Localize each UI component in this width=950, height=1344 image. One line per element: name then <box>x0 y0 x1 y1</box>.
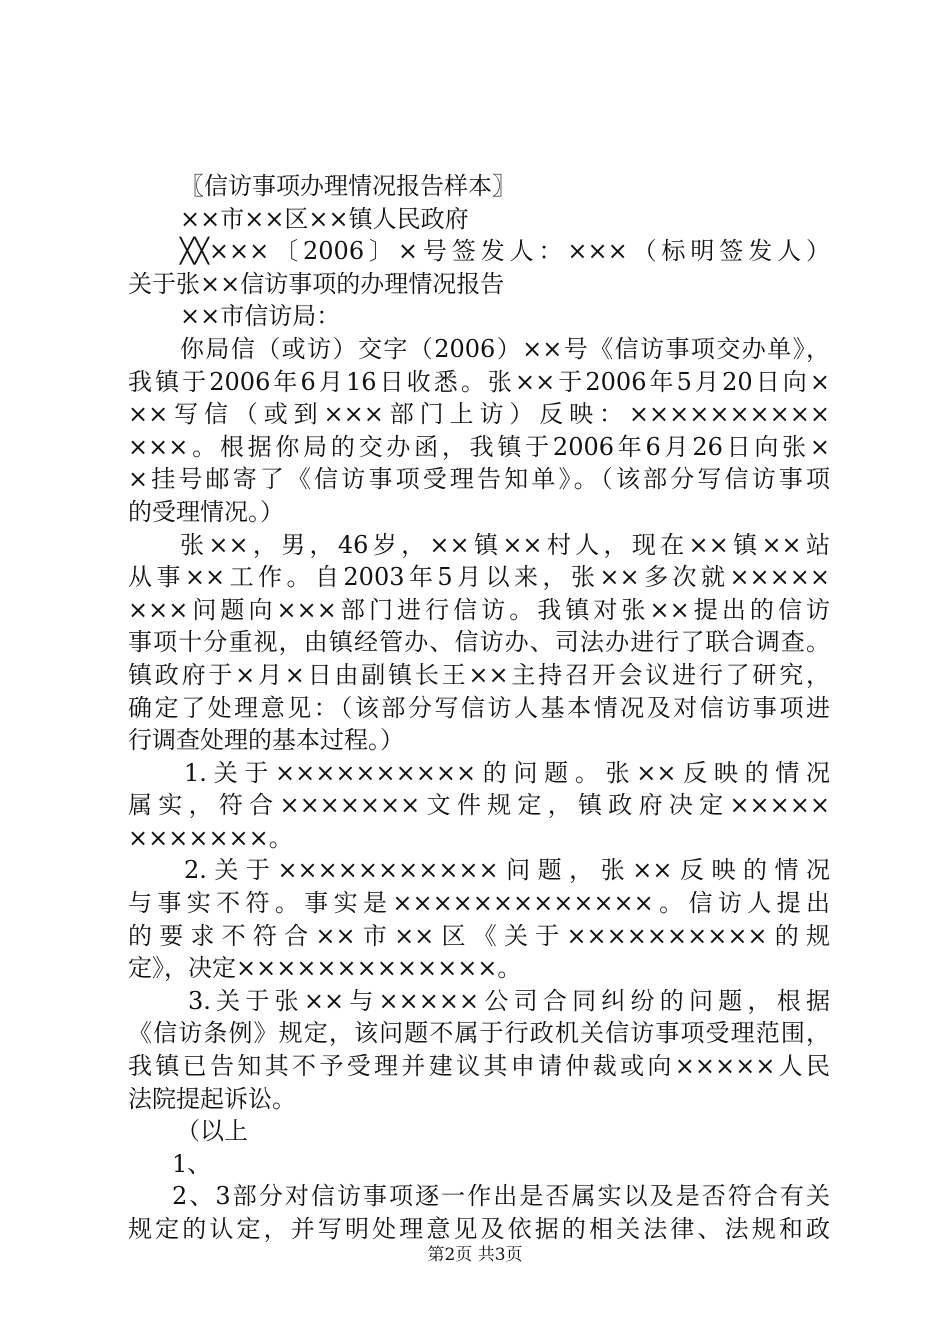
paragraph-line: 的受理情况。） <box>128 497 284 526</box>
paragraph-line: 镇政府于×月×日由副镇长王××主持召开会议进行了研究， <box>128 660 830 689</box>
list-item-3: 3.关于张××与×××××公司合同纠纷的问题，根据 <box>188 986 830 1015</box>
paragraph-line: 从事××工作。自2003年5月以来，张××多次就××××× <box>128 563 830 592</box>
page-number-footer: 第2页 共3页 <box>427 1245 523 1265</box>
paragraph-line: 张××，男，46岁，××镇××村人，现在××镇××站 <box>180 530 830 559</box>
paragraph-line: ×挂号邮寄了《信访事项受理告知单》。（该部分写信访事项 <box>128 465 830 494</box>
paragraph-line: 与事实不符。事实是×××××××××××××。信访人提出 <box>128 889 830 918</box>
paragraph-line: ××写信（或到×××部门上访）反映：×××××××××× <box>128 400 830 429</box>
paragraph-line: 《信访条例》规定，该问题不属于行政机关信访事项受理范围， <box>128 1019 830 1048</box>
sample-heading: 〖信访事项办理情况报告样本〗 <box>180 172 516 200</box>
paragraph-line: 你局信（或访）交字（2006）××号《信访事项交办单》， <box>180 334 830 363</box>
paragraph-line: 定》，决定×××××××××××××。 <box>128 954 522 983</box>
paragraph-line: ×××问题向×××部门进行信访。我镇对张××提出的信访 <box>128 595 830 624</box>
paragraph-line: 我镇已告知其不予受理并建议其申请仲裁或向×××××人民 <box>128 1052 830 1081</box>
recipient-line: ××市信访局： <box>180 302 341 331</box>
paragraph-line: ×××××××。 <box>128 823 293 852</box>
report-title: 关于张××信访事项的办理情况报告 <box>128 269 505 298</box>
paragraph-line: （以上 <box>176 1117 248 1146</box>
issuing-authority: ××市××区××镇人民政府 <box>180 204 469 233</box>
paragraph-line: 事项十分重视，由镇经管办、信访办、司法办进行了联合调查。 <box>128 628 830 657</box>
paragraph-line: ×××。根据你局的交办函，我镇于2006年6月26日向张× <box>128 432 830 461</box>
paragraph-line: 1、 <box>172 1149 212 1178</box>
paragraph-line: 规定的认定，并写明处理意见及依据的相关法律、法规和政 <box>128 1215 830 1243</box>
paragraph-line: 行调查处理的基本过程。） <box>128 726 404 755</box>
document-body <box>128 170 830 1246</box>
paragraph-line: 2、3部分对信访事项逐一作出是否属实以及是否符合有关 <box>172 1182 830 1211</box>
document-number-line: ╳╳×××〔2006〕×号签发人：×××（标明签发人） <box>180 237 830 266</box>
list-item-1: 1.关于××××××××××的问题。张××反映的情况 <box>184 758 830 787</box>
paragraph-line: 的要求不符合××市××区《关于××××××××××的规 <box>128 921 830 950</box>
paragraph-line: 我镇于2006年6月16日收悉。张××于2006年5月20日向× <box>128 367 830 396</box>
list-item-2: 2.关于×××××××××××问题，张××反映的情况 <box>184 856 830 885</box>
paragraph-line: 法院提起诉讼。 <box>128 1084 296 1113</box>
paragraph-line: 确定了处理意见：（该部分写信访人基本情况及对信访事项进 <box>128 693 830 722</box>
paragraph-line: 属实，符合×××××××文件规定，镇政府决定××××× <box>128 791 830 820</box>
